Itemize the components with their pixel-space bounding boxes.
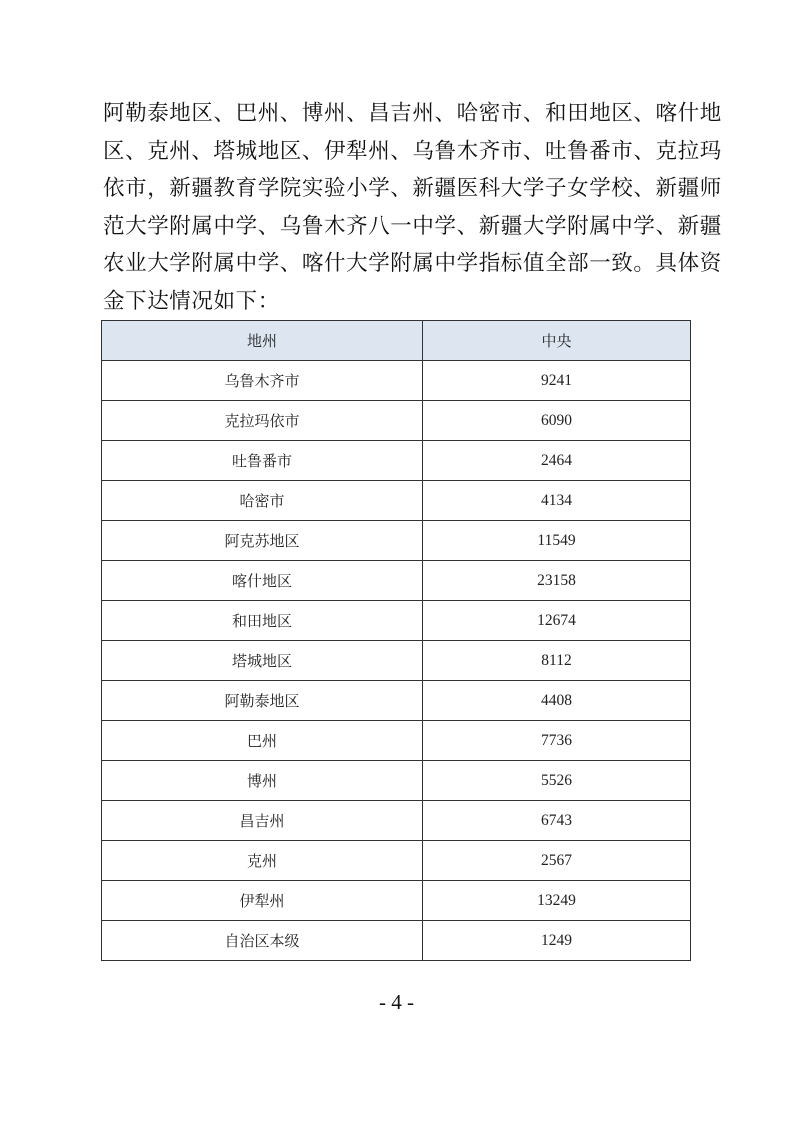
region-cell: 巴州	[102, 721, 423, 761]
region-cell: 自治区本级	[102, 921, 423, 961]
value-cell: 2567	[423, 841, 691, 881]
table-row	[102, 841, 691, 881]
table-row	[102, 761, 691, 801]
region-cell: 克拉玛依市	[102, 401, 423, 441]
value-cell: 4134	[423, 481, 691, 521]
value-cell: 6743	[423, 801, 691, 841]
value-cell: 9241	[423, 361, 691, 401]
paragraph-line: 区、克州、塔城地区、伊犁州、乌鲁木齐市、吐鲁番市、克拉玛	[103, 138, 722, 164]
table-row	[102, 441, 691, 481]
value-cell: 1249	[423, 921, 691, 961]
value-cell: 23158	[423, 561, 691, 601]
funding-table	[101, 320, 691, 961]
table-row	[102, 481, 691, 521]
table-header-row	[102, 321, 691, 361]
value-cell: 13249	[423, 881, 691, 921]
paragraph-line: 范大学附属中学、乌鲁木齐八一中学、新疆大学附属中学、新疆	[103, 213, 722, 239]
value-cell: 11549	[423, 521, 691, 561]
table-row	[102, 361, 691, 401]
region-cell: 克州	[102, 841, 423, 881]
table-row	[102, 401, 691, 441]
region-cell: 乌鲁木齐市	[102, 361, 423, 401]
region-cell: 哈密市	[102, 481, 423, 521]
region-cell: 吐鲁番市	[102, 441, 423, 481]
region-cell: 博州	[102, 761, 423, 801]
table-row	[102, 641, 691, 681]
column-header-central: 中央	[423, 321, 691, 361]
value-cell: 7736	[423, 721, 691, 761]
value-cell: 2464	[423, 441, 691, 481]
value-cell: 4408	[423, 681, 691, 721]
region-cell: 阿勒泰地区	[102, 681, 423, 721]
region-cell: 塔城地区	[102, 641, 423, 681]
page-number: - 4 -	[379, 990, 414, 1014]
table-row	[102, 521, 691, 561]
table-row	[102, 561, 691, 601]
column-header-region: 地州	[102, 321, 423, 361]
paragraph-line: 农业大学附属中学、喀什大学附属中学指标值全部一致。具体资	[103, 251, 722, 276]
table-row	[102, 921, 691, 961]
table-row	[102, 801, 691, 841]
value-cell: 12674	[423, 601, 691, 641]
value-cell: 8112	[423, 641, 691, 681]
paragraph-line: 阿勒泰地区、巴州、博州、昌吉州、哈密市、和田地区、喀什地	[103, 101, 722, 126]
value-cell: 6090	[423, 401, 691, 441]
region-cell: 昌吉州	[102, 801, 423, 841]
body-paragraph	[103, 95, 722, 320]
table-row	[102, 601, 691, 641]
region-cell: 和田地区	[102, 601, 423, 641]
paragraph-line: 金下达情况如下：	[103, 288, 280, 314]
paragraph-line: 依市，新疆教育学院实验小学、新疆医科大学子女学校、新疆师	[103, 176, 722, 201]
region-cell: 喀什地区	[102, 561, 423, 601]
table-row	[102, 881, 691, 921]
region-cell: 阿克苏地区	[102, 521, 423, 561]
table-row	[102, 681, 691, 721]
value-cell: 5526	[423, 761, 691, 801]
table-row	[102, 721, 691, 761]
region-cell: 伊犁州	[102, 881, 423, 921]
